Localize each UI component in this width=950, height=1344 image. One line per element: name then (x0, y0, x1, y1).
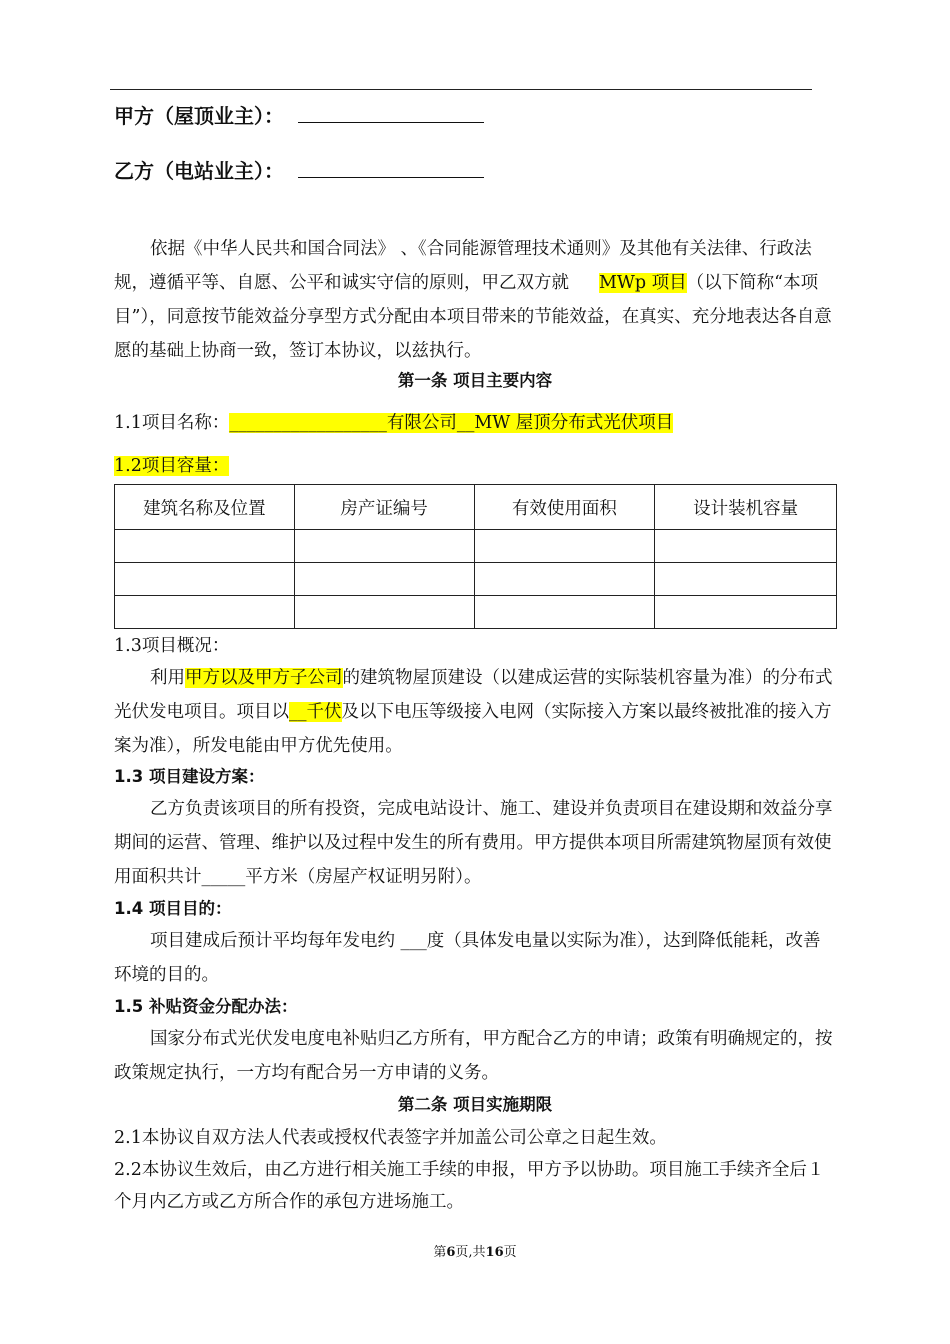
overview-text-1: 利用 (150, 668, 185, 688)
overview-text-3: 及以下电压等级接入电网（实际接入方案以最终被批准的接入方案为准），所发电能由甲方优先使用。 (114, 702, 832, 756)
purpose-paragraph: 项目建成后预计平均每年发电约 ___度（具体发电量以实际为准），达到降低能耗，改善环境的目的。 (114, 931, 821, 985)
table-header-cell: 建筑名称及位置 (115, 485, 295, 530)
overview-highlight-2: __千伏 (289, 702, 342, 722)
subsidy-paragraph: 国家分布式光伏发电度电补贴归乙方所有，甲方配合乙方的申请；政策有明确规定的，按政策规定执行，一方均有配合另一方申请的义务。 (114, 1029, 833, 1083)
party-a-label: 甲方（屋顶业主）： (114, 104, 284, 128)
overview-label: 1.3项目概况： (114, 636, 230, 656)
footer-middle: 页,共 (455, 1245, 486, 1260)
table-cell[interactable] (655, 563, 837, 596)
table-cell[interactable] (294, 530, 474, 563)
table-cell[interactable] (474, 563, 655, 596)
footer-total-pages: 16 (485, 1245, 504, 1260)
table-row (115, 596, 837, 629)
project-name-value: __________________有限公司__MW 屋顶分布式光伏项目 (229, 413, 674, 433)
party-b-line (114, 157, 484, 185)
footer-prefix: 第 (433, 1245, 447, 1260)
plan-label: 1.3 项目建设方案： (114, 767, 265, 786)
capacity-table (114, 484, 837, 629)
table-cell[interactable] (655, 596, 837, 629)
table-cell[interactable] (294, 563, 474, 596)
header-rule (110, 89, 812, 90)
table-cell[interactable] (474, 530, 655, 563)
footer-page-number: 6 (446, 1245, 456, 1260)
overview-paragraph (114, 661, 836, 763)
intro-text-1: 依据《中华人民共和国合同法》 、《合同能源管理技术通则》及其他有关法律、行政法规，遵循平等、自愿、公平和诚实守信的原则，甲乙双方就 (114, 239, 812, 293)
party-b-label: 乙方（电站业主）： (114, 159, 284, 183)
table-header-cell: 设计装机容量 (655, 485, 837, 530)
table-header-cell: 房产证编号 (294, 485, 474, 530)
overview-text-2: 的建筑物屋顶建设（以建成运营的实际装机容量为准）的分布式光伏发电项目。项目以 (114, 668, 833, 722)
capacity-line (114, 451, 229, 481)
table-cell[interactable] (115, 596, 295, 629)
table-cell[interactable] (115, 563, 295, 596)
project-name-line (114, 408, 673, 438)
plan-paragraph: 乙方负责该项目的所有投资，完成电站设计、施工、建设并负责项目在建设期和效益分享期间的运营、管理、维护以及过程中发生的所有费用。甲方提供本项目所需建筑物屋顶有效使用面积共计_____平方米（房屋产权证明另附）。 (114, 799, 833, 887)
intro-highlight: MWp 项目 (599, 273, 687, 293)
footer-suffix: 页 (503, 1245, 517, 1260)
party-a-blank[interactable] (298, 102, 484, 123)
project-name-label: 1.1项目名称： (114, 413, 230, 433)
table-cell[interactable] (655, 530, 837, 563)
article-1-title: 第一条 项目主要内容 (397, 371, 553, 390)
capacity-label: 1.2项目容量： (114, 456, 230, 476)
article-2-item-2: 2.2本协议生效后，由乙方进行相关施工手续的申报，甲方予以协助。项目施工手续齐全后１个月内乙方或乙方所合作的承包方进场施工。 (114, 1160, 825, 1212)
article-2-item-1: 2.1本协议自双方法人代表或授权代表签字并加盖公司公章之日起生效。 (114, 1128, 667, 1148)
table-header-row (115, 485, 837, 530)
table-cell[interactable] (115, 530, 295, 563)
purpose-label: 1.4 项目目的： (114, 899, 232, 918)
party-a-line (114, 102, 484, 130)
table-row (115, 563, 837, 596)
intro-paragraph (114, 232, 836, 368)
table-cell[interactable] (474, 596, 655, 629)
table-row (115, 530, 837, 563)
overview-highlight-1: 甲方以及甲方子公司 (185, 668, 343, 688)
page-footer (0, 1244, 950, 1262)
subsidy-label: 1.5 补贴资金分配办法： (114, 997, 298, 1016)
party-b-blank[interactable] (298, 157, 484, 178)
table-header-cell: 有效使用面积 (474, 485, 655, 530)
intro-text-2: （以下简称“本项目”），同意按节能效益分享型方式分配由本项目带来的节能效益，在真实、充分地表达各自意愿的基础上协商一致，签订本协议，以兹执行。 (114, 273, 832, 361)
table-cell[interactable] (294, 596, 474, 629)
article-2-title: 第二条 项目实施期限 (397, 1095, 553, 1114)
